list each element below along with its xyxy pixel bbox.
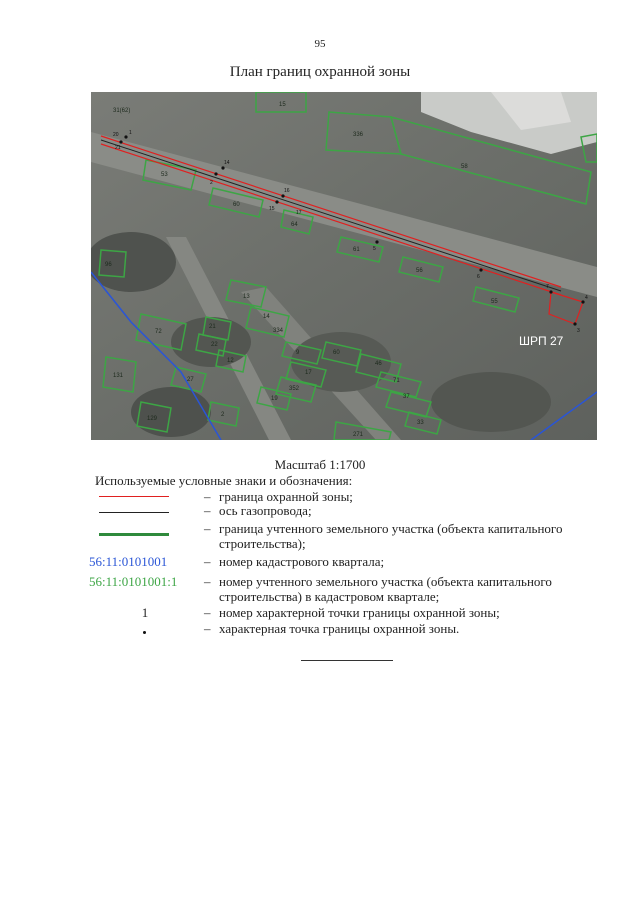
parcel-number-symbol: 56:11:0101001:1: [89, 574, 178, 589]
legend-dash: –: [204, 621, 211, 636]
point-label: 16: [284, 188, 290, 194]
parcel-label: 96: [105, 262, 112, 268]
parcel-label: 271: [353, 432, 364, 438]
boundary-point: [119, 140, 122, 143]
parcel-label: 352: [289, 386, 300, 392]
parcel-label: 22: [211, 342, 218, 348]
legend-description: номер учтенного земельного участка (объекта капитального строительства) в кадастровом квартале;: [219, 574, 552, 604]
point-label: 4: [585, 295, 588, 301]
parcel-label: 37: [403, 394, 410, 400]
parcel-label: 15: [279, 102, 286, 108]
parcel-label: 9: [296, 350, 300, 356]
legend-heading: Используемые условные знаки и обозначения:: [95, 473, 353, 488]
parcel-label: 60: [333, 350, 340, 356]
legend-description: номер характерной точки границы охранной зоны;: [219, 605, 500, 620]
quarter-label: 31(62): [113, 108, 131, 114]
point-label: 7: [546, 284, 549, 290]
parcel-label: 13: [243, 294, 250, 300]
parcel-label: 55: [491, 299, 498, 305]
legend-description: граница учтенного земельного участка (объекта капитального строительства);: [219, 521, 563, 551]
legend-row-point-number: [95, 605, 595, 620]
legend-row-quarter-number: [89, 554, 595, 569]
station-label: ШРП 27: [519, 334, 564, 348]
parcel-label: 2: [221, 412, 225, 418]
parcel-label: 131: [113, 373, 124, 379]
point-label: 2: [210, 180, 213, 186]
parcel-label: 61: [353, 247, 360, 253]
parcel-label: 19: [271, 396, 278, 402]
point-symbol: [143, 631, 146, 634]
parcel-label: 46: [375, 361, 382, 367]
parcel-boundary-symbol: [99, 533, 169, 536]
legend-description: граница охранной зоны;: [219, 489, 353, 504]
point-label: 3: [577, 328, 580, 334]
vegetation-area: [431, 372, 551, 432]
gas-axis-symbol: [99, 512, 169, 513]
parcel-label: 27: [187, 377, 194, 383]
legend-dash: –: [204, 521, 211, 536]
parcel-label: 21: [209, 324, 216, 330]
boundary-point: [281, 194, 284, 197]
legend-dash: –: [204, 554, 211, 569]
point-label: 6: [477, 274, 480, 280]
boundary-point: [573, 322, 576, 325]
boundary-point: [375, 240, 378, 243]
parcel-label: 17: [305, 370, 312, 376]
point-label: 1: [129, 130, 132, 136]
point-label: 20: [113, 132, 119, 138]
legend-row-parcel-number: [89, 574, 595, 604]
legend-description: номер кадастрового квартала;: [219, 554, 385, 569]
point-label: 15: [269, 206, 275, 212]
legend-dash: –: [204, 574, 211, 589]
boundary-point: [124, 135, 127, 138]
parcel-label: 14: [263, 314, 270, 320]
parcel-label: 129: [147, 416, 158, 422]
legend-dash: –: [204, 605, 211, 620]
legend-row-zone-border: [95, 489, 595, 504]
map-image: [91, 92, 597, 440]
page-number: 95: [314, 38, 326, 50]
point-label: 17: [296, 210, 302, 216]
parcel-label: 60: [233, 202, 240, 208]
quarter-number-symbol: 56:11:0101001: [89, 554, 168, 569]
parcel-label: 33: [417, 420, 424, 426]
parcel-label: 64: [291, 222, 298, 228]
parcel-label: 334: [273, 328, 284, 334]
parcel-label: 336: [353, 132, 364, 138]
point-number-symbol: 1: [141, 605, 149, 620]
point-label: 5: [373, 246, 376, 252]
boundary-point: [549, 290, 552, 293]
parcel-label: 72: [155, 329, 162, 335]
boundary-point: [275, 200, 278, 203]
legend-description: характерная точка границы охранной зоны.: [219, 621, 460, 636]
parcel-label: 58: [461, 164, 468, 170]
parcel-label: 56: [416, 268, 423, 274]
page-title: План границ охранной зоны: [229, 64, 411, 80]
parcel-label: 71: [393, 378, 400, 384]
zone-border-symbol: [99, 496, 169, 497]
map-scale: Масштаб 1:1700: [274, 457, 366, 472]
legend-dash: –: [204, 503, 211, 518]
boundary-point: [214, 172, 217, 175]
point-label: 21: [115, 145, 121, 151]
point-label: 14: [224, 160, 230, 166]
boundary-point: [479, 268, 482, 271]
boundary-point: [221, 166, 224, 169]
legend-row-parcel-boundary: [95, 521, 595, 551]
legend-row-gas-axis: [95, 503, 595, 518]
legend-dash: –: [204, 489, 211, 504]
parcel-label: 53: [161, 172, 168, 178]
closing-rule: [301, 660, 393, 661]
parcel-label: 12: [227, 358, 234, 364]
legend-description: ось газопровода;: [219, 503, 312, 518]
legend-row-characteristic-point: [95, 621, 595, 636]
cadastral-map: [91, 92, 597, 440]
